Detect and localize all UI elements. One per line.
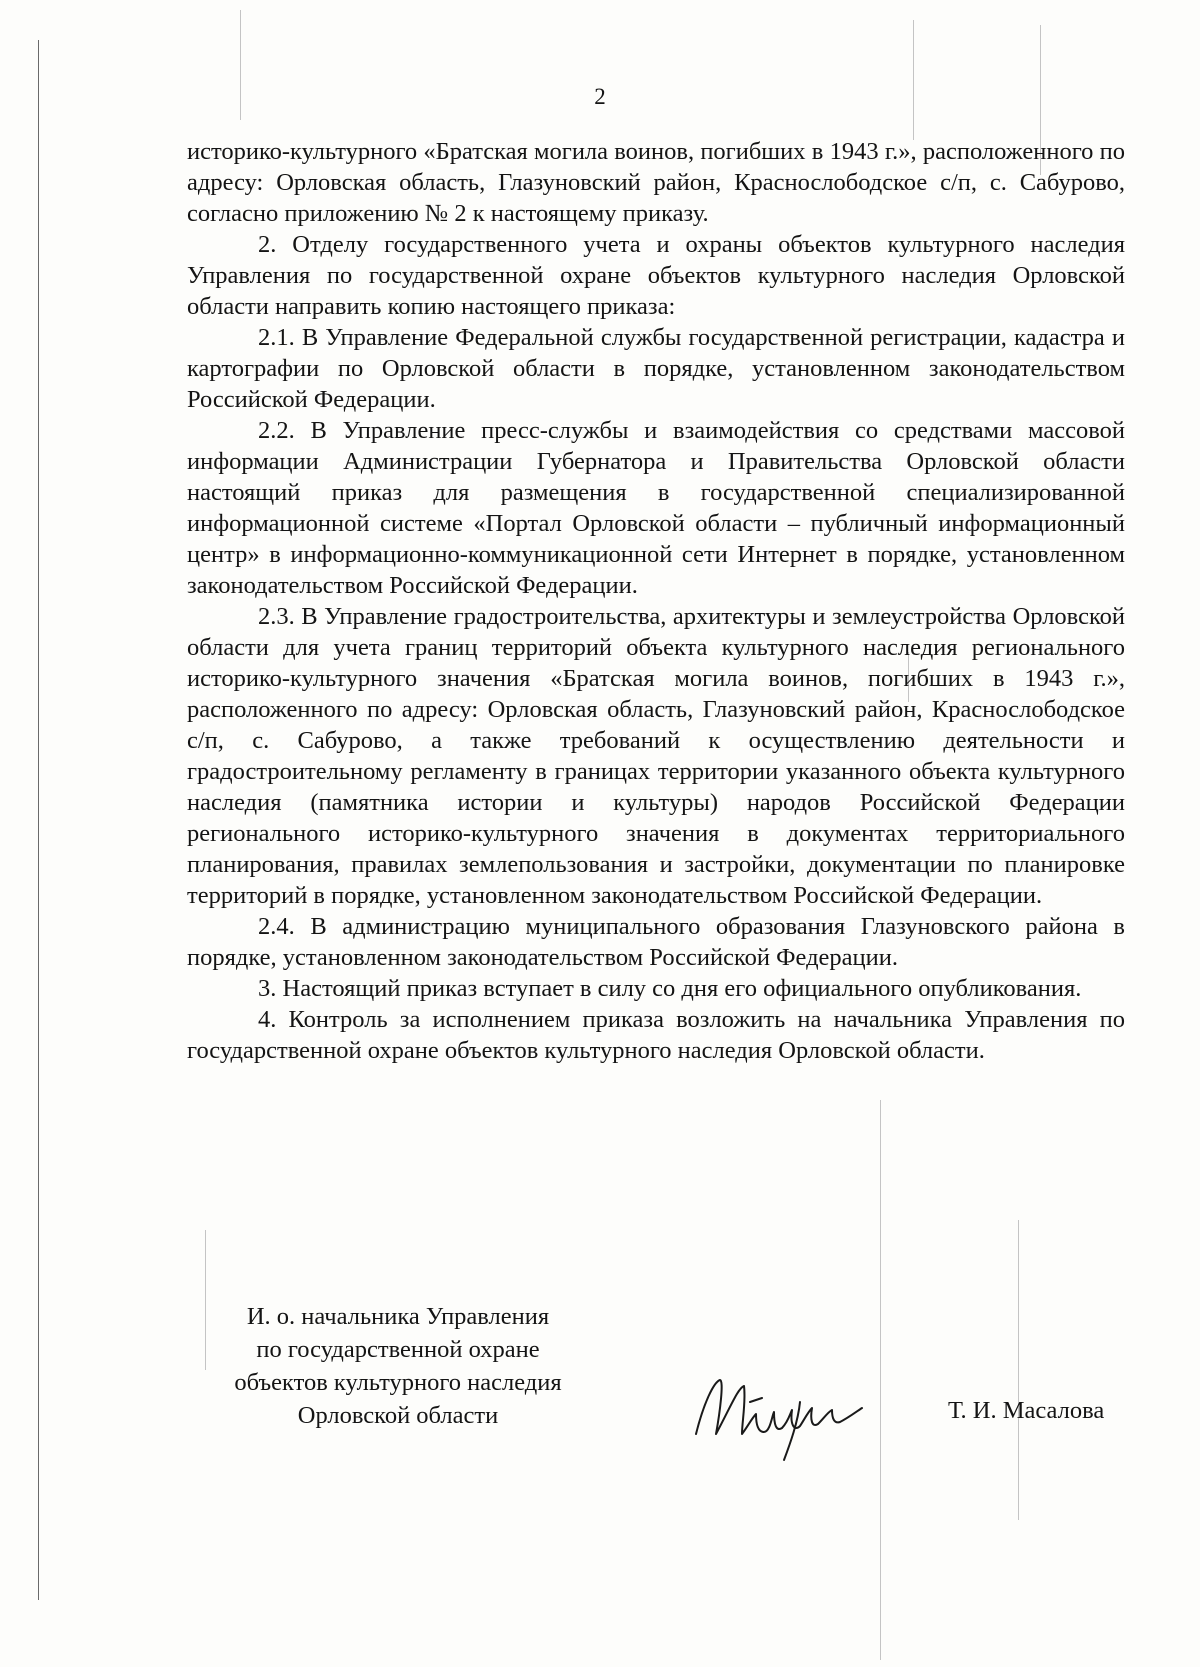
paragraph-item-3: 3. Настоящий приказ вступает в силу со дня его официального опубликования. (258, 975, 1082, 1002)
signatory-position-line: по государственной охране (256, 1336, 540, 1363)
scan-artifact-line (1018, 1220, 1019, 1520)
paragraph-item-2-1: 2.1. В Управление Федеральной службы государственной регистрации, кадастра и картографии по Орловской области в порядке, установленном законодательством Российской Федерации. (187, 324, 1125, 413)
paragraph-item-2: 2. Отделу государственного учета и охраны объектов культурного наследия Управления по государственной охране объектов культурного наследия Орловской области направить копию настоящего приказа: (187, 231, 1125, 320)
document-body (187, 136, 1125, 1066)
signatory-position-line: И. о. начальника Управления (246, 1303, 550, 1330)
scan-artifact-line (913, 20, 914, 140)
page-number: 2 (594, 84, 606, 109)
signatory-position (188, 1300, 608, 1432)
signatory-position-line: объектов культурного наследия (234, 1369, 562, 1396)
scan-artifact-line (880, 1100, 881, 1660)
paragraph-item-2-3: 2.3. В Управление градостроительства, архитектуры и землеустройства Орловской области для учета границ территорий объекта культурного наследия регионального историко-культурного значения «Братская могила воинов, погибших в 1943 г.», расположенного по адресу: Орловская область, Глазуновский район, Краснослободское с/п, с. Сабурово, а также требований к осуществлению деятельности и градостроительному регламенту в границах территории указанного объекта культурного наследия (памятника истории и культуры) народов Российской Федерации регионального историко-культурного значения в документах территориального планирования, правилах землепользования и застройки, документации по планировке территорий в порядке, установленном законодательством Российской Федерации. (187, 603, 1125, 909)
signer-name: Т. И. Масалова (948, 1397, 1105, 1424)
scan-artifact-line (38, 40, 39, 1600)
handwritten-signature (690, 1372, 870, 1462)
paragraph-item-2-2: 2.2. В Управление пресс-службы и взаимодействия со средствами массовой информации Администрации Губернатора и Правительства Орловской области настоящий приказ для размещения в государственной специализированной информационной системе «Портал Орловской области – публичный информационный центр» в информационно-коммуникационной сети Интернет в порядке, установленном законодательством Российской Федерации. (187, 417, 1125, 599)
signatory-position-line: Орловской области (297, 1402, 499, 1429)
paragraph-item-4: 4. Контроль за исполнением приказа возложить на начальника Управления по государственной охране объектов культурного наследия Орловской области. (187, 1006, 1125, 1064)
paragraph-continuation: историко-культурного «Братская могила воинов, погибших в 1943 г.», расположенного по адресу: Орловская область, Глазуновский район, Краснослободское с/п, с. Сабурово, согласно приложению № 2 к настоящему приказу. (187, 138, 1125, 227)
paragraph-item-2-4: 2.4. В администрацию муниципального образования Глазуновского района в порядке, установленном законодательством Российской Федерации. (187, 913, 1125, 971)
